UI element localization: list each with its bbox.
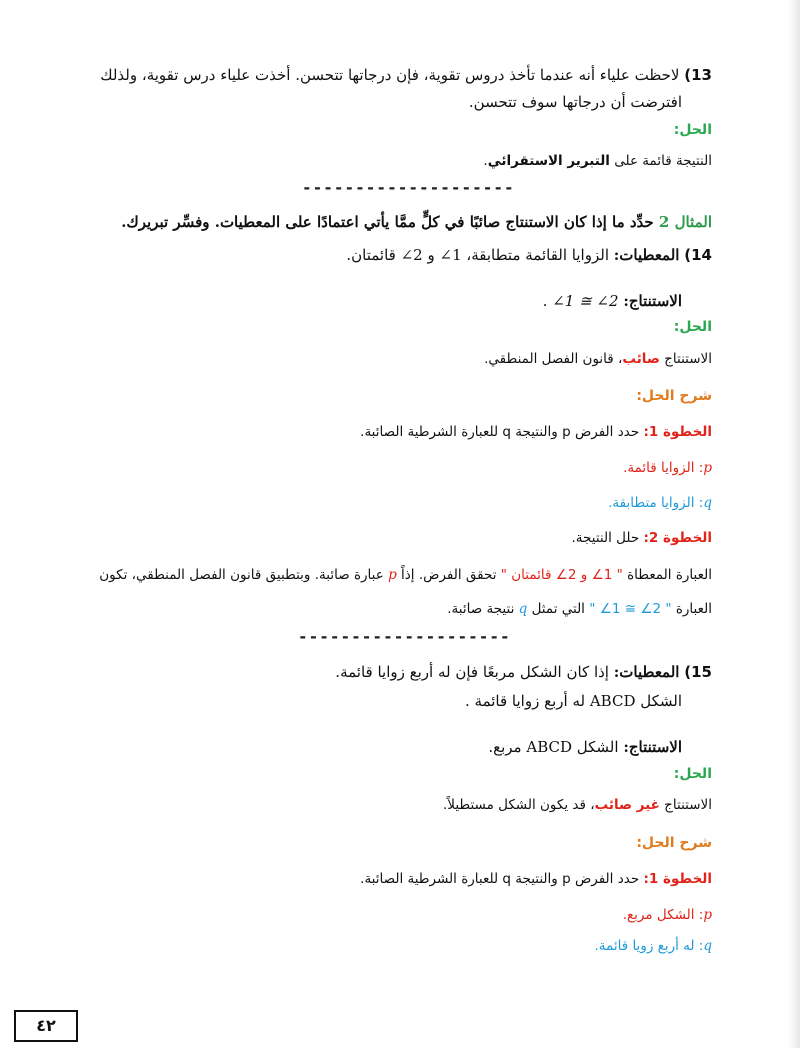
q14-p-line — [623, 460, 712, 476]
step2-para-q: q — [518, 601, 528, 617]
q15-step1-label: الخطوة 1: — [643, 871, 712, 887]
q14-answer-highlight: صائب — [622, 351, 660, 367]
example-text: حدِّد ما إذا كان الاستنتاج صائبًا في كلٍّ ممَّا يأتي اعتمادًا على المعطيات. وفسِّر تبريرك. — [121, 213, 654, 231]
q15-given-line2: الشكل ABCD له أربع زوايا قائمة . — [465, 692, 682, 710]
q15-given — [335, 663, 712, 681]
q13-number: 13) — [684, 66, 712, 84]
step2-para-c: عبارة صائبة. وبتطبيق قانون الفصل المنطقي، تكون — [99, 567, 389, 583]
step2-para-line1 — [99, 567, 712, 583]
q14-answer — [484, 351, 712, 367]
q14-number: 14) — [684, 246, 712, 264]
q15-answer — [443, 797, 712, 813]
q15-step1-text: حدد الفرض p والنتيجة q للعبارة الشرطية الصائبة. — [360, 871, 640, 887]
q13-text-1: لاحظت علياء أنه عندما تأخذ دروس تقوية، فإن درجاتها تتحسن. أخذت علياء درس تقوية، ولذلك — [100, 66, 680, 84]
q14-answer-suffix: ، قانون الفصل المنطقي. — [484, 351, 623, 367]
q14-step2 — [572, 530, 713, 546]
q15-conclusion-text: الشكل ABCD مربع. — [488, 738, 619, 756]
solution-header-1: الحل: — [673, 122, 712, 138]
step2-para-f: نتيجة صائبة. — [447, 601, 519, 617]
step2-para-line2 — [447, 601, 712, 617]
q14-q-symbol: q — [703, 495, 712, 511]
example-2-heading — [121, 213, 712, 231]
q15-answer-suffix: ، قد يكون الشكل مستطيلاً. — [442, 797, 595, 813]
q15-given-text: إذا كان الشكل مربعًا فإن له أربع زوايا قائمة. — [335, 663, 609, 681]
q13-answer — [483, 153, 712, 169]
q14-given-text: الزوايا القائمة متطابقة، ‎∠1‎ و ‎∠2‎ قائمتان. — [346, 246, 609, 264]
step2-para-b: تحقق الفرض. إذاً — [396, 567, 501, 583]
separator-2: -------------------- — [298, 627, 511, 646]
q14-given-label: المعطيات: — [613, 246, 680, 264]
q15-p-symbol: p — [703, 907, 712, 923]
q14-conclusion-text: ‎∠1 ≅ ∠2‎ . — [542, 292, 619, 310]
q14-answer-prefix: الاستنتاج — [659, 351, 712, 367]
q15-q-text: : له أربع زويا قائمة. — [594, 938, 704, 954]
q13-line1 — [100, 66, 712, 84]
q15-conclusion-label: الاستنتاج: — [623, 738, 682, 756]
solution-header-2: الحل: — [673, 319, 712, 335]
q14-step1 — [360, 424, 712, 440]
step2-para-e: التي تمثل — [527, 601, 590, 617]
q15-p-line — [623, 907, 712, 923]
q15-step1 — [360, 871, 712, 887]
q13-line2: افترضت أن درجاتها سوف تتحسن. — [468, 93, 682, 111]
step2-para-p: p — [388, 567, 397, 583]
q14-conclusion — [543, 292, 682, 310]
page-number: ٤٢ — [14, 1010, 78, 1042]
q15-p-text: : الشكل مربع. — [622, 907, 704, 923]
page-edge-shadow — [788, 0, 800, 1048]
step2-para-d: العبارة — [671, 601, 712, 617]
explanation-header-2: شرح الحل: — [636, 835, 712, 851]
explanation-header-1: شرح الحل: — [636, 388, 712, 404]
step2-para-a: العبارة المعطاة — [622, 567, 712, 583]
q15-answer-prefix: الاستنتاج — [659, 797, 712, 813]
q15-given-label: المعطيات: — [613, 663, 680, 681]
step1-label: الخطوة 1: — [643, 424, 712, 440]
q14-given — [346, 246, 712, 264]
step2-para-quote2: " ‎∠1 ≅ ∠2‎ " — [589, 601, 672, 617]
separator-1: -------------------- — [302, 178, 515, 197]
step2-text: حلل النتيجة. — [571, 530, 640, 546]
step2-para-quote1: " ‎∠1‎ و ‎∠2‎ قائمتان " — [500, 567, 623, 583]
q14-q-line — [608, 495, 712, 511]
q15-number: 15) — [684, 663, 712, 681]
q14-q-text: : الزوايا متطابقة. — [608, 495, 704, 511]
q14-p-symbol: p — [703, 460, 712, 476]
step1-text: حدد الفرض p والنتيجة q للعبارة الشرطية الصائبة. — [360, 424, 640, 440]
q15-q-symbol: q — [703, 938, 712, 954]
q15-q-line — [595, 938, 713, 954]
q14-conclusion-label: الاستنتاج: — [623, 292, 682, 310]
q13-answer-bold: التبرير الاستقرائي — [487, 153, 610, 169]
step2-label: الخطوة 2: — [643, 530, 712, 546]
q15-conclusion — [488, 738, 682, 756]
q13-answer-prefix: النتيجة قائمة على — [609, 153, 712, 169]
q13-answer-suffix: . — [483, 153, 488, 169]
q14-p-text: : الزوايا قائمة. — [623, 460, 704, 476]
example-label: المثال 2 — [658, 213, 712, 231]
solution-header-3: الحل: — [673, 766, 712, 782]
q15-answer-highlight: غير صائب — [594, 797, 660, 813]
